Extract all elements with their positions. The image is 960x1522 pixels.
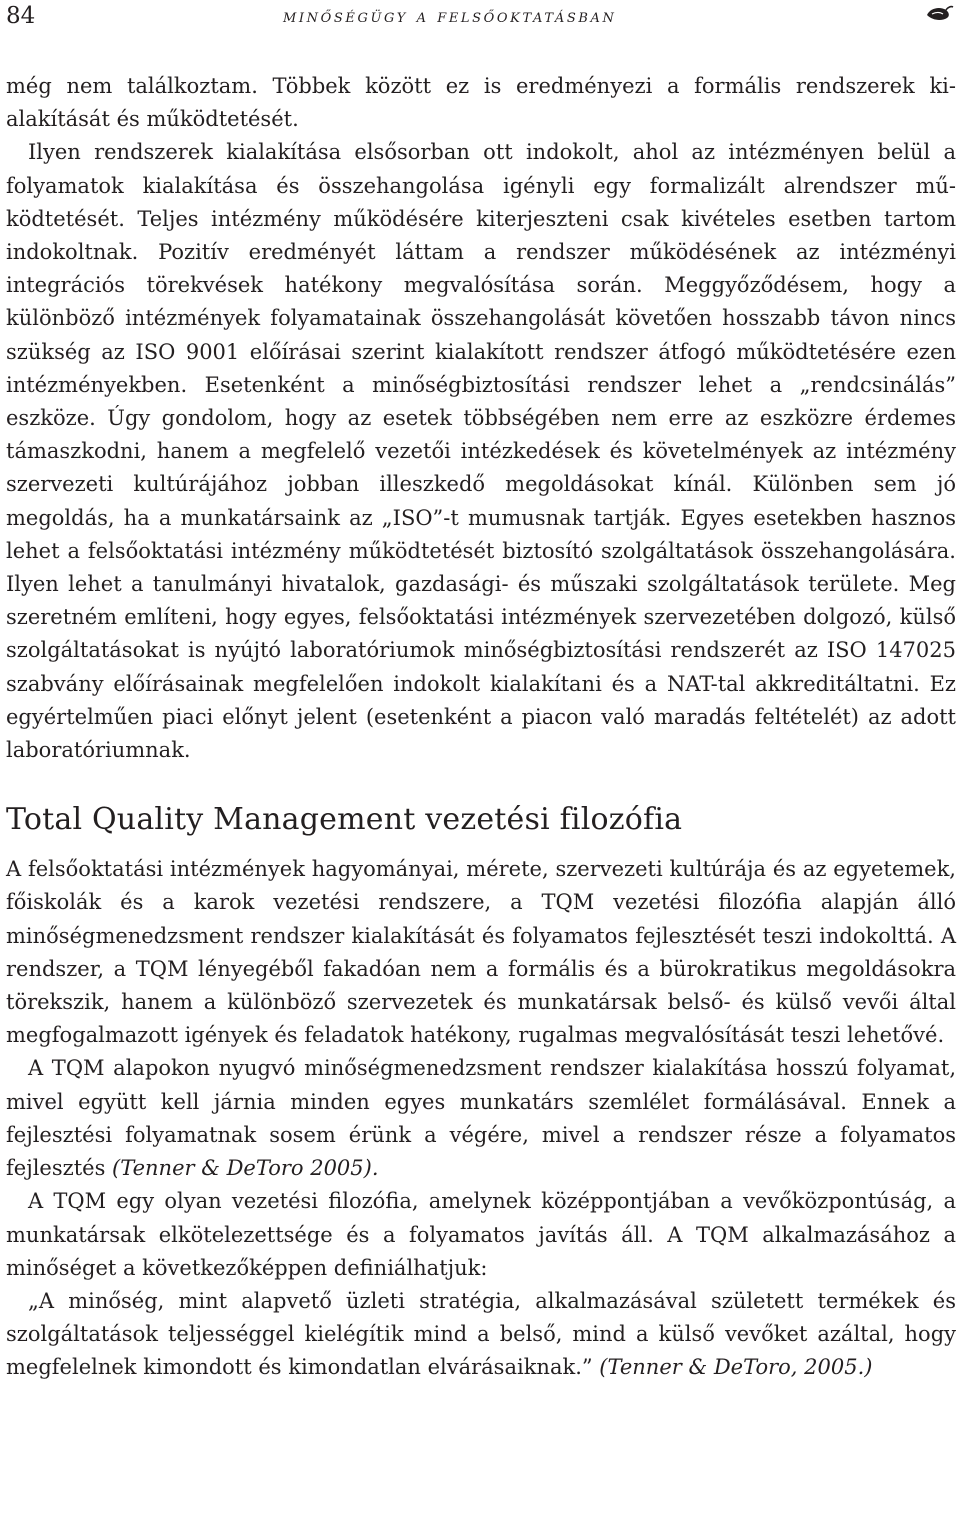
section-heading: Total Quality Management vezetési filozófia: [6, 802, 683, 838]
paragraph: [6, 1052, 956, 1185]
quotation-text: „A minőség, mint alapvető üzleti stratégia, alkalmazásával született termékek és szolgáltatások teljességgel kielégítik mind a belső, mind a külső vevőket azáltal, hogy megfelelnek kimondott és kimondatlan elvárásaiknak.”: [6, 1288, 956, 1380]
main-text: [6, 70, 956, 1385]
paragraph: még nem találkoztam. Többek között ez is eredményezi a formális rendszerek kialakítását és működtetését.: [6, 74, 956, 132]
paragraph: A TQM egy olyan vezetési filozófia, amelynek középpontjában a vevőközpontúság, a munkatársak elkötelezettsége és a folyamatos javítás áll. A TQM alkalmazásához a minőséget a következőképpen definiálhatjuk:: [6, 1189, 956, 1280]
page-number: 84: [6, 3, 36, 29]
citation: (Tenner & DeToro, 2005.): [599, 1355, 873, 1380]
pepper-ornament-icon: [924, 2, 954, 26]
paragraph: Ilyen rendszerek kialakítása elsősorban ott indokolt, ahol az intézményen belül a folyamatok kialakítása és összehangolása igényli egy formalizált alrendszer működtetését. Teljes intézmény működésére kiterjeszteni csak kivételes esetben tartom indokoltnak. Pozitív eredményét láttam a rendszer működésének az intézményi integrációs törekvések hatékony megvalósítása során. Meggyőződésem, hogy a különböző intézmények folyamatainak összehangolását követően hosszabb távon nincs szükség az ISO 9001 előírásai szerint kialakított rendszer átfogó működtetésére ezen intézményekben. Esetenként a minőségbiztosítási rendszer lehet a „rendcsinálás” eszköze. Úgy gondolom, hogy az esetek többségében nem erre az eszközre érdemes támaszkodni, hanem a megfelelő vezetői intézkedések és követelmények az intézmény szervezeti kultúrájához jobban illeszkedő megoldásokat kínál. Különben sem jó megoldás, ha a munkatársaink az „ISO”-t mumusnak tartják. Egyes esetekben hasznos lehet a felsőoktatási intézmény működtetését biztosító szolgáltatások összehangolására. Ilyen lehet a tanulmányi hivatalok, gazdasági- és műszaki szolgáltatások területe. Meg szeretném említeni, hogy egyes, felsőoktatási intézmények szervezetében dolgozó, külső szolgáltatásokat is nyújtó laboratóriumok minőségbiztosítási rendszerét az ISO 147025 szabvány előírásainak megfelelően indokolt kialakítani és a NAT-tal akkreditáltatni. Ez egyértelműen piaci előnyt jelent (esetenként a piacon való maradás feltételét) az adott laboratóriumnak.: [6, 140, 956, 763]
running-title: minőségügy a felsőoktatásban: [283, 5, 617, 27]
quotation-paragraph: [6, 1285, 956, 1385]
paragraph-text: A TQM alapokon nyugvó minőségmenedzsment rendszer kialakítása hosszú folyamat, mivel együtt kell járnia minden egyes munkatárs szemlélet formálásával. Ennek a fejlesztési folyamatnak sosem érünk a végére, mivel a rendszer része a folyamatos fejlesztés: [6, 1056, 956, 1181]
page-header: [0, 0, 960, 34]
paragraph: A felsőoktatási intézmények hagyományai, mérete, szervezeti kultúrája és az egyetemek, főiskolák és a karok vezetési rendszere, a TQM vezetési filozófia alapján álló minőségmenedzsment rendszer kialakítását és folyamatos fejlesztését teszi indokolttá. A rendszer, a TQM lényegéből fakadóan nem a formális és a bürokratikus megoldásokra törekszik, hanem a különböző szervezetek és munkatársak belső- és külső vevői által megfogalmazott igények és feladatok hatékony, rugalmas megvalósítását teszi lehetővé.: [6, 857, 956, 1048]
citation: (Tenner & DeToro 2005).: [112, 1156, 379, 1181]
